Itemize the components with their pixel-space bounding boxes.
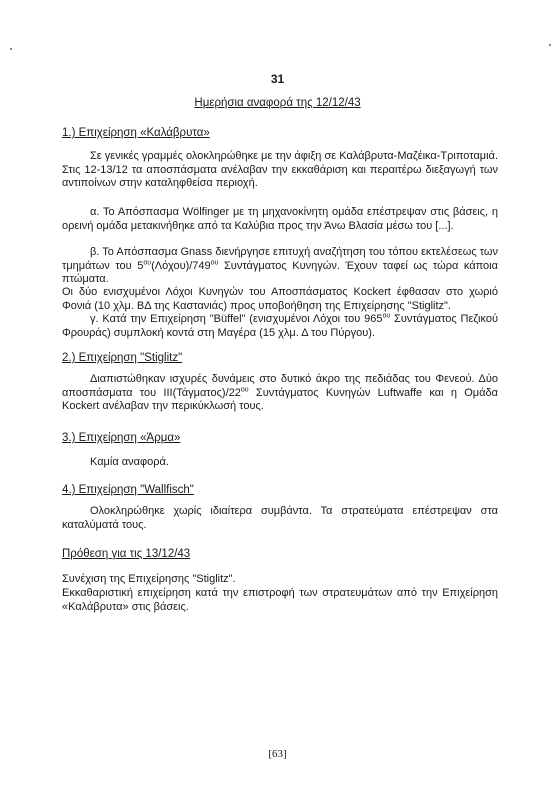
intent-paragraph-2: Εκκαθαριστική επιχείρηση κατά την επιστροφή των στρατευμάτων από την Επιχείρηση «Καλάβρυτα» στις βάσεις. (62, 587, 498, 613)
section-heading-kalavryta: 1.) Επιχείρηση «Καλάβρυτα» (62, 127, 210, 139)
section-1-paragraph-alpha: α. Το Απόσπασμα Wölfinger με τη μηχανοκίνητη ομάδα επέστρεψαν στις βάσεις, η ορεινή ομάδα μετακινήθηκε από τα Καλύβια προς την Άνω Βλασία μέσω του [...]. (62, 206, 498, 232)
section-1-paragraph-kockert: Οι δύο ενισχυμένοι Λόχοι Κυνηγών του Αποσπάσματος Kockert έφθασαν στο χωριό Φονιά (10 χλμ. ΒΔ της Καστανιάς) προς υποβοήθηση της Επιχείρησης "Stiglitz". (62, 286, 498, 312)
section-4-paragraph: Ολοκληρώθηκε χωρίς ιδιαίτερα συμβάντα. Τα στρατεύματα επέστρεψαν στα καταλύματά τους. (62, 505, 498, 531)
section-heading-arma: 3.) Επιχείρηση «Άρμα» (62, 432, 181, 444)
section-1-paragraph-1: Σε γενικές γραμμές ολοκληρώθηκε με την άφιξη σε Καλάβρυτα-Μαζέικα-Τριποταμιά. Στις 12-13/12 τα αποσπάσματα ανέλαβαν την εκκαθάριση και περαιτέρω διεξαγωγή των αντιποίνων στην καταληφθείσα περιοχή. (62, 150, 498, 190)
beta-text: Το Απόσπασμα Gnass διενήργησε επιτυχή αναζήτηση του τόπου εκτελέσεως των τμημάτων του $5^{o\upsilon}(\Lambda ό\chi o\upsilon)/749^{o\upsilon}$ Συντάγματος Κυνηγών. Έχουν ταφεί ως τώρα κάποια πτώματα. (62, 246, 498, 286)
gamma-prefix: γ. (90, 313, 103, 325)
intent-paragraph-1: Συνέχιση της Επιχείρησης "Stiglitz". (62, 573, 236, 585)
report-title: Ημερήσια αναφορά της 12/12/43 (194, 97, 361, 109)
section-heading-stiglitz: 2.) Επιχείρηση "Stiglitz" (62, 352, 183, 364)
section-1-paragraph-beta (62, 246, 498, 287)
section-heading-intent: Πρόθεση για τις 13/12/43 (62, 548, 191, 560)
scan-mark (549, 44, 551, 46)
beta-prefix: β. (90, 246, 103, 258)
page-number: 31 (270, 72, 285, 86)
section-1-paragraph-gamma (62, 313, 498, 340)
section-3-paragraph: Καμία αναφορά. (90, 456, 169, 468)
gamma-text: Κατά την Επιχείρηση "Büffel" (ενισχυμένοι Λόχοι του $965^{o\upsilon}$ Συντάγματος Πεζικού Φρουράς) συμπλοκή κοντά στη Μαγέρα (15 χλμ. Δ του Πύργου). (62, 312, 498, 339)
scan-mark (10, 48, 12, 50)
page-footer-number: [63] (268, 748, 287, 760)
section-2-paragraph: Διαπιστώθηκαν ισχυρές δυνάμεις στο δυτικό άκρο της πεδιάδας του Φενεού. Δύο αποσπάσματα του $III(Tά\gamma\mu\alpha\tau o\varsigma)/22^{o\upsilon}$ Συντάγματος Κυνηγών Luftwaffe και η Ομάδα Kockert ανέλαβαν την περικύκλωσή τους. (62, 373, 498, 413)
section-heading-wallfisch: 4.) Επιχείρηση "Wallfisch" (62, 484, 194, 496)
